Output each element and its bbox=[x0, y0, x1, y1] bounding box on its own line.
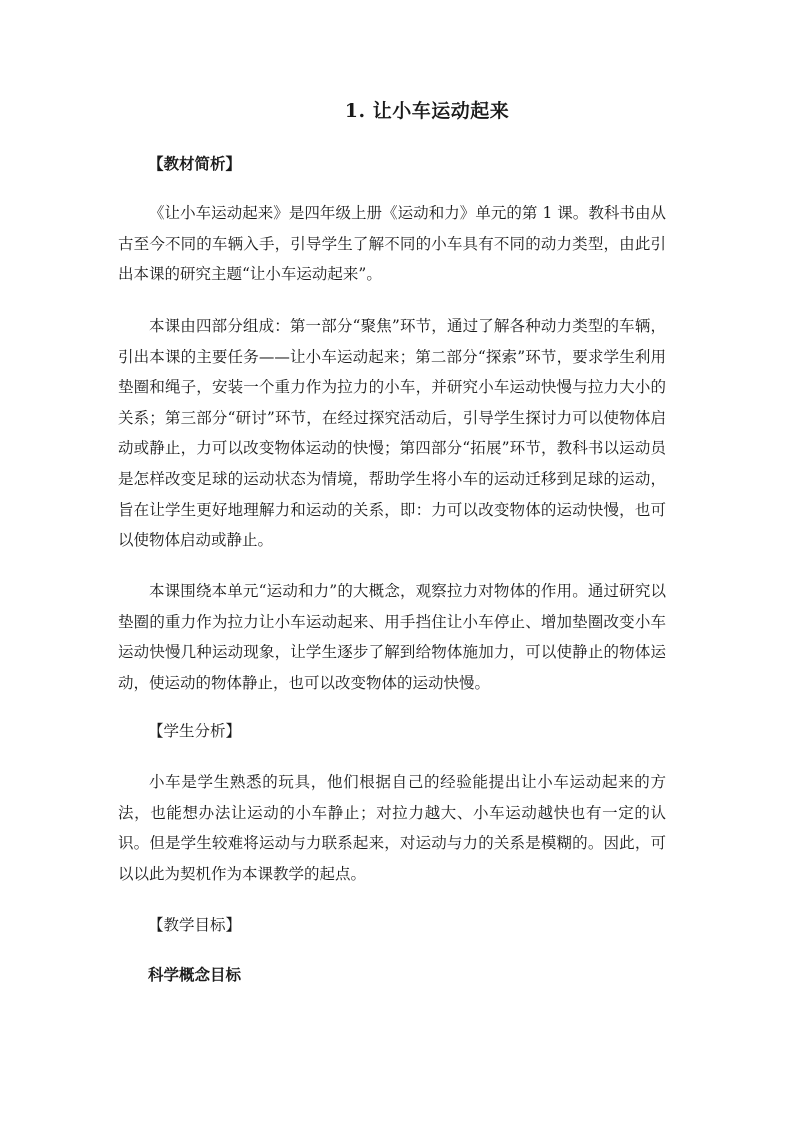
paragraph-textbook-intro: 《让小车运动起来》是四年级上册《运动和力》单元的第 1 课。教科书由从古至今不同的车辆入手，引导学生了解不同的小车具有不同的动力类型，由此引出本课的研究主题“让小车运动起来”。 bbox=[118, 204, 666, 284]
section-heading-textbook-analysis: 【教材简析】 bbox=[148, 154, 242, 173]
paragraph-lesson-structure: 本课由四部分组成：第一部分“聚焦”环节，通过了解各种动力类型的车辆，引出本课的主要任务——让小车运动起来；第二部分“探索”环节，要求学生利用垫圈和绳子，安装一个重力作为拉力的小车，并研究小车运动快慢与拉力大小的关系；第三部分“研讨”环节，在经过探究活动后，引导学生探讨力可以使物体启动或静止，力可以改变物体运动的快慢；第四部分“拓展”环节，教科书以运动员是怎样改变足球的运动状态为情境，帮助学生将小车的运动迁移到足球的运动，旨在让学生更好地理解力和运动的关系，即：力可以改变物体的运动快慢，也可以使物体启动或静止。 bbox=[118, 317, 666, 550]
page-title: 1. 让小车运动起来 bbox=[344, 100, 510, 122]
section-heading-student-analysis: 【学生分析】 bbox=[148, 722, 242, 740]
subheading-science-concept-goals: 科学概念目标 bbox=[148, 965, 242, 984]
paragraph-core-concept: 本课围绕本单元“运动和力”的大概念，观察拉力对物体的作用。通过研究以垫圈的重力作为拉力让小车运动起来、用手挡住让小车停止、增加垫圈改变小车运动快慢几种运动现象，让学生逐步了解到给物体施加力，可以使静止的物体运动，使运动的物体静止，也可以改变物体的运动快慢。 bbox=[118, 582, 666, 692]
paragraph-student-analysis: 小车是学生熟悉的玩具，他们根据自己的经验能提出让小车运动起来的方法，也能想办法让运动的小车静止；对拉力越大、小车运动越快也有一定的认识。但是学生较难将运动与力联系起来，对运动与力的关系是模糊的。因此，可以以此为契机作为本课教学的起点。 bbox=[118, 773, 666, 883]
section-heading-teaching-goals: 【教学目标】 bbox=[148, 916, 242, 934]
